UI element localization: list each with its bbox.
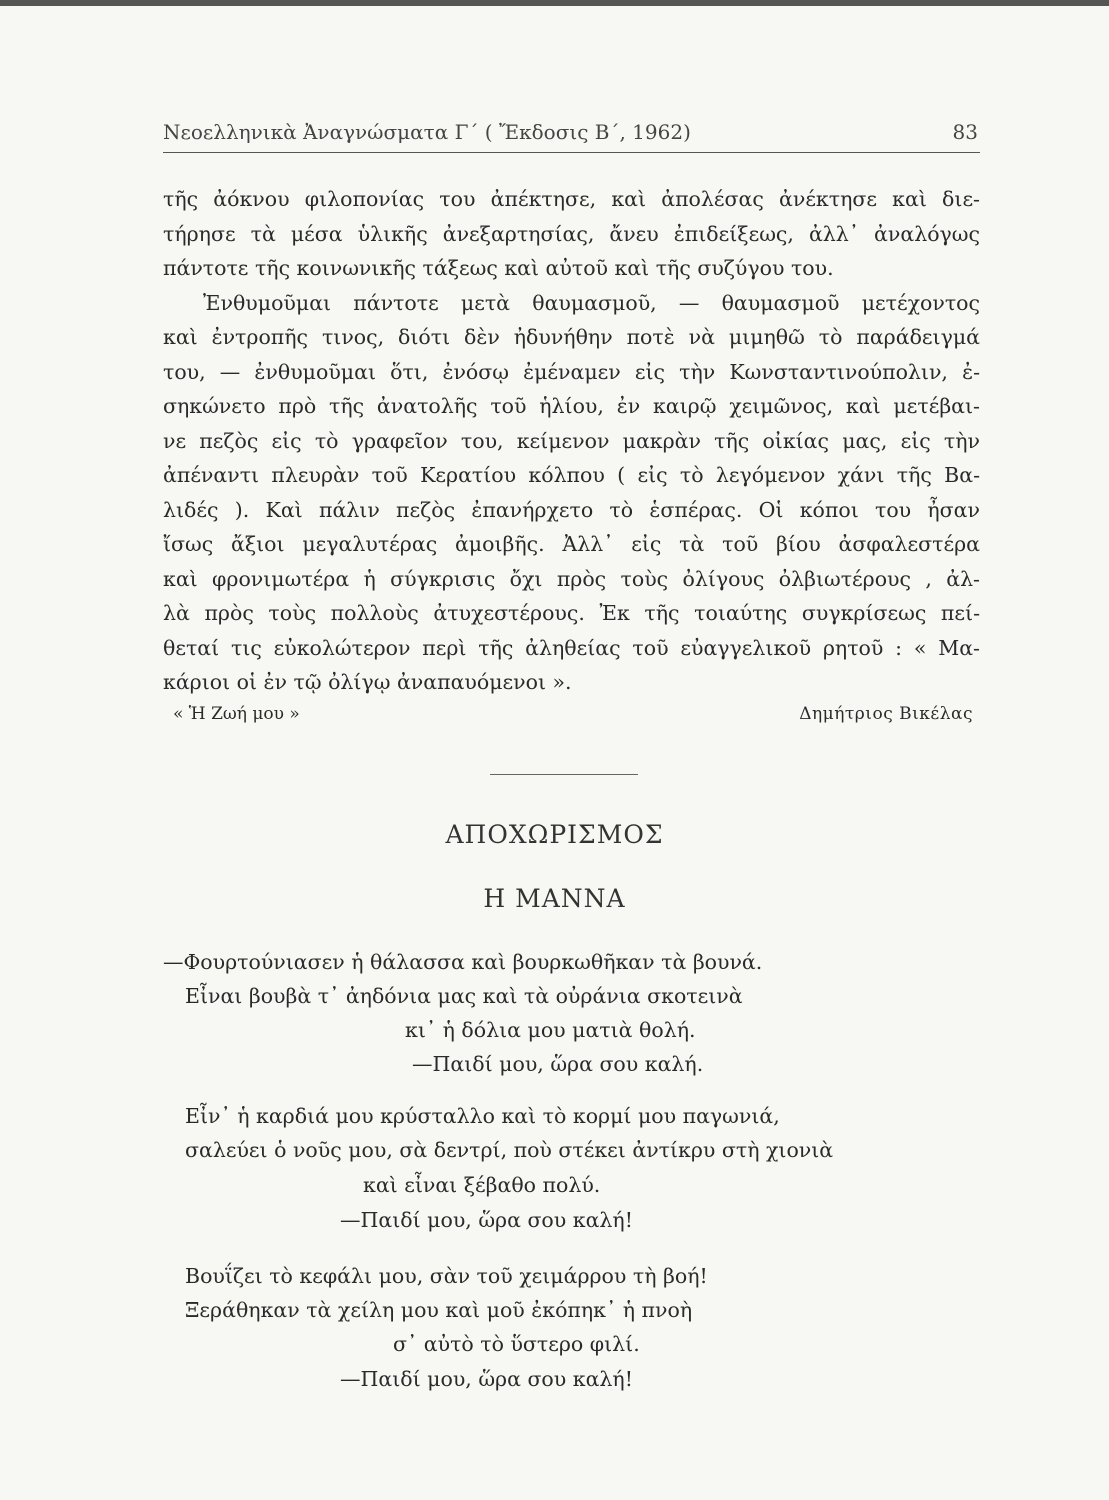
poem-line: —Παιδί μου, ὥρα σου καλή! [340, 1208, 633, 1232]
prose-line: ἴσως ἄξιοι μεγαλυτέρας ἀμοιβῆς. Ἀλλ᾽ εἰς τὰ τοῦ βίου ἀσφαλεστέρα [163, 532, 980, 556]
running-header [163, 118, 980, 153]
prose-line: τήρησε τὰ μέσα ὑλικῆς ἀνεξαρτησίας, ἄνευ ἐπιδείξεως, ἀλλ᾽ ἀναλόγως [163, 221, 980, 246]
prose-line: λιδές ). Καὶ πάλιν πεζὸς ἐπανήρχετο τὸ ἑσπέρας. Οἱ κόποι του ἦσαν [163, 497, 980, 522]
poem-line: Ξεράθηκαν τὰ χείλη μου καὶ μοῦ ἐκόπηκ᾽ ἡ πνοὴ [185, 1298, 693, 1322]
poem-line: Εἶναι βουβὰ τ᾽ ἀηδόνια μας καὶ τὰ οὐράνια σκοτεινὰ [185, 984, 743, 1008]
prose-line: νε πεζὸς εἰς τὸ γραφεῖον του, κείμενον μακρὰν τῆς οἰκίας μας, εἰς τὴν [163, 428, 980, 453]
attribution-author: Δημήτριος Βικέλας [799, 704, 973, 724]
prose-line: τῆς ἀόκνου φιλοπονίας του ἀπέκτησε, καὶ ἀπολέσας ἀνέκτησε καὶ διε- [163, 187, 980, 211]
prose-line: του, — ἐνθυμοῦμαι ὅτι, ἐνόσῳ ἐμέναμεν εἰς τὴν Κωνσταντινούπολιν, ἐ- [163, 359, 980, 384]
poem-title: Η ΜΑΝΝΑ [483, 884, 626, 913]
prose-line: Ἐνθυμοῦμαι πάντοτε μετὰ θαυμασμοῦ, — θαυμασμοῦ μετέχοντος [203, 290, 980, 315]
prose-line: θεταί τις εὐκολώτερον περὶ τῆς ἀληθείας τοῦ εὐαγγελικοῦ ρητοῦ : « Μα- [163, 635, 980, 660]
poem-line: σ᾽ αὐτὸ τὸ ὕστερο φιλί. [393, 1332, 640, 1356]
poem-line: κι᾽ ἡ δόλια μου ματιὰ θολή. [405, 1018, 696, 1042]
page-number: 83 [952, 120, 978, 144]
page-top-edge [0, 0, 1109, 6]
attribution [173, 704, 973, 734]
poem-line: Εἶν᾽ ἡ καρδιά μου κρύσταλλο καὶ τὸ κορμί μου παγωνιά, [185, 1104, 780, 1128]
section-divider [490, 774, 638, 775]
prose-line: σηκώνετο πρὸ τῆς ἀνατολῆς τοῦ ἡλίου, ἐν καιρῷ χειμῶνος, καὶ μετέβαι- [163, 394, 980, 418]
attribution-source: « Ἡ Ζωή μου » [173, 704, 300, 724]
prose-line: καὶ φρονιμωτέρα ἡ σύγκρισις ὄχι πρὸς τοὺς ὀλίγους ὀλβιωτέρους , ἀλ- [163, 566, 980, 591]
prose-passage [163, 182, 980, 700]
poem-line: σαλεύει ὁ νοῦς μου, σὰ δεντρί, ποὺ στέκει ἀντίκρυ στὴ χιονιὰ [185, 1138, 834, 1162]
prose-line: λὰ πρὸς τοὺς πολλοὺς ἀτυχεστέρους. Ἐκ τῆς τοιαύτης συγκρίσεως πεί- [163, 601, 980, 625]
poem-line: —Φουρτούνιασεν ἡ θάλασσα καὶ βουρκωθῆκαν τὰ βουνά. [163, 950, 763, 974]
section-title: ΑΠΟΧΩΡΙΣΜΟΣ [445, 820, 664, 849]
prose-line: καὶ ἐντροπῆς τινος, διότι δὲν ἠδυνήθην ποτὲ νὰ μιμηθῶ τὸ παράδειγμά [163, 325, 980, 349]
prose-line: ἀπέναντι πλευρὰν τοῦ Κερατίου κόλπου ( εἰς τὸ λεγόμενον χάνι τῆς Βα- [163, 463, 980, 487]
poem-line: —Παιδί μου, ὥρα σου καλή! [340, 1367, 633, 1391]
prose-line: πάντοτε τῆς κοινωνικῆς τάξεως καὶ αὐτοῦ καὶ τῆς συζύγου του. [163, 256, 834, 280]
book-title: Νεοελληνικὰ Ἀναγνώσματα Γ´ ( Ἔκδοσις Β´, 1962) [163, 120, 691, 144]
poem-line: καὶ εἶναι ξέβαθο πολύ. [363, 1173, 601, 1197]
poem-line: Βουΐζει τὸ κεφάλι μου, σὰν τοῦ χειμάρρου τὴ βοή! [185, 1264, 708, 1288]
poem-line: —Παιδί μου, ὥρα σου καλή. [412, 1052, 704, 1076]
prose-line: κάριοι οἱ ἐν τῷ ὀλίγῳ ἀναπαυόμενοι ». [163, 670, 572, 694]
